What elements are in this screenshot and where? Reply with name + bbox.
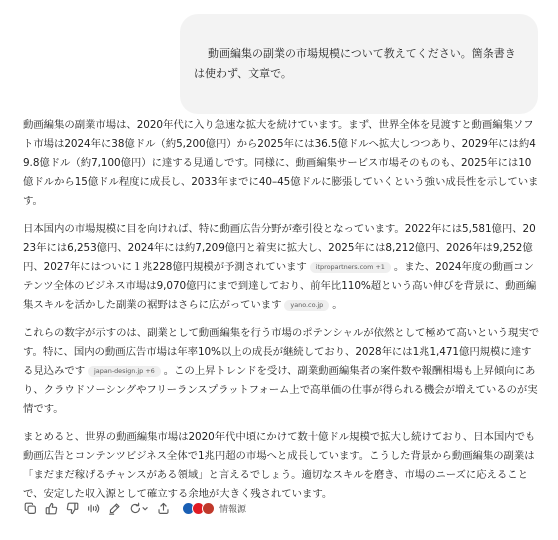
assistant-answer	[23, 116, 541, 513]
regenerate-button[interactable]	[125, 497, 153, 519]
citation-chip-japan-design[interactable]: japan-design.jp +6	[88, 366, 161, 377]
answer-paragraph-2-text-b: 。また、2024年度の動画コンテンツ全体のビジネス市場は9,070億円にまで到達しており、前年比110%超という高い伸びを背景に、動画編集スキルを活かした副業の裾野はさらに広がっています	[23, 261, 537, 311]
edit-in-canvas-button[interactable]	[104, 497, 125, 519]
source-favicon-3	[202, 502, 215, 515]
source-favicons	[182, 502, 215, 515]
sources-button[interactable]	[178, 497, 250, 519]
answer-paragraph-3	[23, 324, 541, 419]
answer-paragraph-3-text-a: これらの数字が示すのは、副業として動画編集を行う市場のポテンシャルが依然として極めて高いという現実です。特に、国内の動画広告市場は年率10%以上の成長が継続しており、2028年には1兆1,471億円規模に達する見込みです	[23, 327, 540, 377]
copy-button[interactable]	[20, 497, 41, 519]
answer-paragraph-4-text: まとめると、世界の動画編集市場は2020年代中頃にかけて数十億ドル規模で拡大し続けており、日本国内でも動画広告とコンテンツビジネス全体で1兆円超の市場へと成長しています。こうした背景から動画編集の副業は「まだまだ稼げるチャンスがある領域」と言えるでしょう。適切なスキルを磨き、市場のニーズに応えることで、安定した収入源として確立する余地が大きく残されています。	[23, 431, 536, 500]
thumbs-down-icon	[66, 502, 79, 515]
bad-response-button[interactable]	[62, 497, 83, 519]
citation-chip-itpropartners[interactable]: itpropartners.com +1	[310, 262, 391, 273]
thumbs-up-icon	[45, 502, 58, 515]
copy-icon	[24, 502, 37, 515]
share-button[interactable]	[153, 497, 174, 519]
answer-paragraph-4	[23, 428, 541, 504]
regenerate-icon	[129, 502, 149, 515]
edit-icon	[108, 502, 121, 515]
answer-paragraph-1	[23, 116, 541, 211]
answer-paragraph-1-text: 動画編集の副業市場は、2020年代に入り急速な拡大を続けています。まず、世界全体を見渡すと動画編集ソフト市場は2024年に38億ドル（約5,200億円）から2025年には36.5億ドルへ拡大しつつあり、2029年には約49.8億ドル（約7,100億円）に達する見通しです。同様に、動画編集サービス市場そのものも、2025年には10億ドルから15億ドル程度に成長し、2033年までに40–45億ドルに膨張していくという強い成長性を示しています。	[23, 119, 539, 207]
sources-label: 情報源	[219, 504, 247, 515]
good-response-button[interactable]	[41, 497, 62, 519]
answer-paragraph-2	[23, 220, 541, 315]
user-message-bubble	[180, 14, 538, 114]
citation-chip-yano[interactable]: yano.co.jp	[284, 300, 329, 311]
answer-paragraph-2-text-c: 。	[332, 299, 343, 311]
answer-paragraph-3-text-b: 。この上昇トレンドを受け、副業動画編集者の案件数や報酬相場も上昇傾向にあり、クラウドソーシングやフリーランスプラットフォーム上で高単価の仕事が得られる機会が増えているのが実情です。	[23, 365, 538, 415]
user-message-text: 動画編集の副業の市場規模について教えてください。箇条書きは使わず、文章で。	[194, 47, 516, 80]
answer-paragraph-2-text-a: 日本国内の市場規模に目を向ければ、特に動画広告分野が牽引役となっています。2022年には5,581億円、2023年には6,253億円、2024年には約7,209億円と着実に拡大し、2025年には8,212億円、2026年は9,252億円、2027年にはついに１兆228億円規模が予測されています	[23, 223, 536, 273]
read-aloud-icon	[87, 502, 100, 515]
share-icon	[157, 502, 170, 515]
read-aloud-button[interactable]	[83, 497, 104, 519]
message-action-toolbar	[20, 497, 250, 519]
